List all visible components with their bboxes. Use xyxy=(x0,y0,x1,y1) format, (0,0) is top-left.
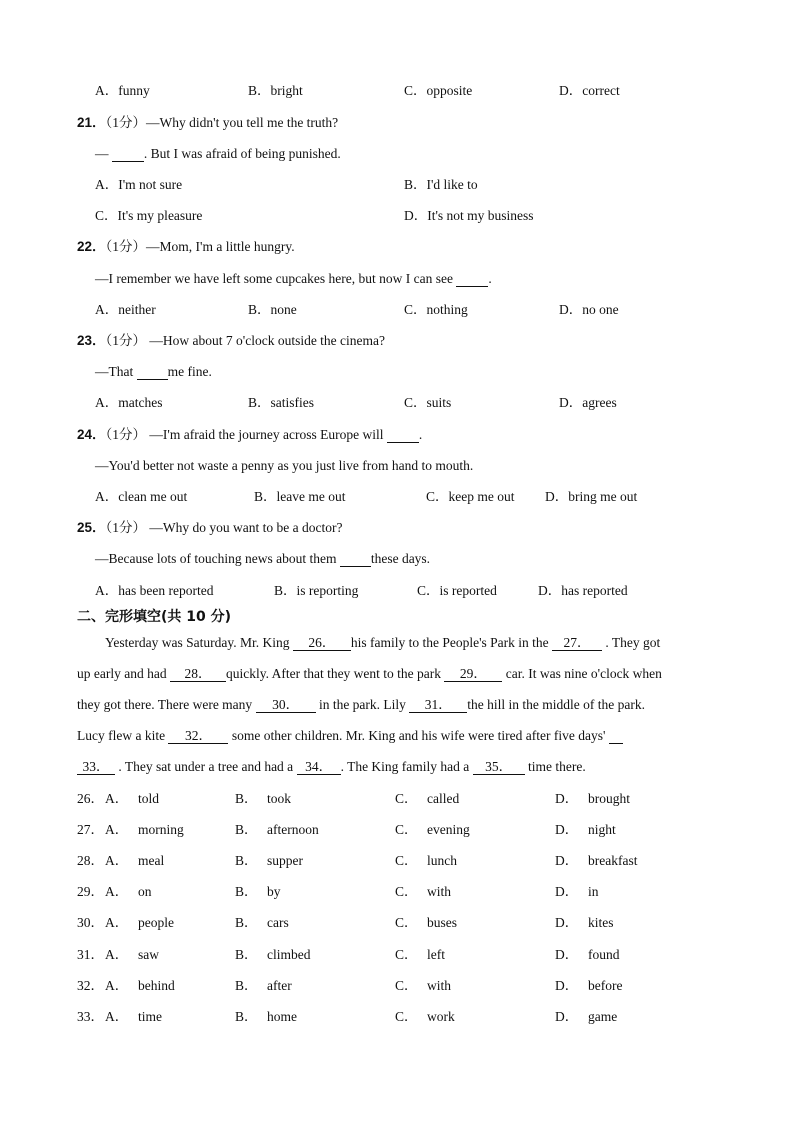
q22-response xyxy=(95,270,734,288)
blank-31[interactable]: 31． xyxy=(409,698,467,713)
option-d: found xyxy=(588,947,620,962)
blank-33[interactable]: 33． xyxy=(77,760,115,775)
response-text: —Because lots of touching news about them xyxy=(95,551,340,566)
option-letter: C． xyxy=(395,791,418,806)
option-b: cars xyxy=(267,915,289,930)
blank-35[interactable]: 35． xyxy=(473,760,525,775)
option-a: morning xyxy=(138,822,184,837)
response-text: . xyxy=(488,271,492,286)
option-letter: D． xyxy=(555,1009,579,1024)
blank-29[interactable]: 29． xyxy=(444,667,502,682)
q21-stem xyxy=(77,114,734,132)
option-c: left xyxy=(427,947,445,962)
option-c: lunch xyxy=(427,853,457,868)
q24-option-a: A．clean me out xyxy=(95,489,188,504)
option-letter: D． xyxy=(555,853,579,868)
q20-option-d: D．correct xyxy=(559,83,620,98)
q21-option-b: B．I'd like to xyxy=(404,177,478,192)
cloze-row xyxy=(77,1008,104,1026)
question-score: （1分） xyxy=(105,239,147,254)
q25-option-d: D．has reported xyxy=(538,583,628,598)
passage-text: his family to the People's Park in the xyxy=(350,635,553,650)
option-c: with xyxy=(427,884,452,899)
response-text: these days. xyxy=(370,551,431,566)
question-number: 22． xyxy=(77,239,106,254)
option-letter: D． xyxy=(555,791,579,806)
passage-text: . The King family had a xyxy=(340,759,473,774)
q22-stem xyxy=(77,238,734,256)
option-d: night xyxy=(588,822,616,837)
q24-stem xyxy=(77,426,734,444)
passage-text: they got there. There were many xyxy=(77,697,256,712)
passage-line-3 xyxy=(77,696,727,714)
option-a: people xyxy=(138,915,174,930)
option-letter: A． xyxy=(105,822,129,837)
option-letter: C． xyxy=(395,1009,418,1024)
question-score: （1分） xyxy=(105,427,147,442)
q22-option-c: C．nothing xyxy=(404,302,468,317)
passage-line-4 xyxy=(77,727,727,745)
answer-blank[interactable] xyxy=(340,552,371,567)
q21-response xyxy=(95,145,734,163)
option-d: game xyxy=(588,1009,618,1024)
option-b: took xyxy=(267,791,292,806)
option-a: told xyxy=(138,791,160,806)
option-letter: C． xyxy=(395,822,418,837)
option-b: afternoon xyxy=(267,822,319,837)
option-letter: C． xyxy=(395,884,418,899)
option-b: climbed xyxy=(267,947,311,962)
option-letter: B． xyxy=(235,791,258,806)
blank-34[interactable]: 34． xyxy=(297,760,341,775)
q21-option-d: D．It's not my business xyxy=(404,208,534,223)
q24-option-b: B．leave me out xyxy=(254,489,346,504)
option-c: buses xyxy=(427,915,457,930)
blank-28[interactable]: 28． xyxy=(170,667,226,682)
row-number: 27． xyxy=(77,822,104,837)
option-letter: A． xyxy=(105,853,129,868)
option-letter: B． xyxy=(235,978,258,993)
answer-blank[interactable] xyxy=(137,365,168,380)
option-c: with xyxy=(427,978,452,993)
question-number: 24． xyxy=(77,427,106,442)
passage-text: time there. xyxy=(524,759,586,774)
option-a: time xyxy=(138,1009,162,1024)
question-score: （1分） xyxy=(105,333,147,348)
q24-response: —You'd better not waste a penny as you just live from hand to mouth. xyxy=(95,458,474,473)
section-title: 二、完形填空(共 10 分) xyxy=(77,609,232,625)
option-letter: B． xyxy=(235,915,258,930)
blank-27[interactable]: 27． xyxy=(552,636,602,651)
row-number: 32． xyxy=(77,978,104,993)
passage-text: Yesterday was Saturday. Mr. King xyxy=(105,635,293,650)
response-text: . But I was afraid of being punished. xyxy=(143,146,341,161)
passage-text: car. It was nine o'clock when xyxy=(502,666,662,681)
option-letter: D． xyxy=(555,915,579,930)
question-score: （1分） xyxy=(105,520,147,535)
option-letter: D． xyxy=(555,978,579,993)
option-letter: B． xyxy=(235,822,258,837)
passage-text: Lucy flew a kite xyxy=(77,728,169,743)
row-number: 26． xyxy=(77,791,104,806)
question-text: —Why do you want to be a doctor? xyxy=(146,520,343,535)
option-a: behind xyxy=(138,978,175,993)
q22-option-d: D．no one xyxy=(559,302,619,317)
option-c: called xyxy=(427,791,460,806)
cloze-row xyxy=(77,883,104,901)
question-number: 23． xyxy=(77,333,106,348)
answer-blank[interactable] xyxy=(112,147,144,162)
blank-32[interactable]: 32． xyxy=(168,729,228,744)
passage-line-2 xyxy=(77,665,727,683)
question-text: —Mom, I'm a little hungry. xyxy=(146,239,295,254)
passage-text: some other children. Mr. King and his wife were tired after five days' xyxy=(228,728,609,743)
option-letter: C． xyxy=(395,978,418,993)
option-letter: C． xyxy=(395,947,418,962)
option-letter: D． xyxy=(555,947,579,962)
response-text: — xyxy=(95,146,112,161)
question-score: （1分） xyxy=(105,115,147,130)
option-letter: A． xyxy=(105,1009,129,1024)
row-number: 33． xyxy=(77,1009,104,1024)
option-letter: A． xyxy=(105,947,129,962)
blank-33-start[interactable] xyxy=(609,729,623,744)
option-b: home xyxy=(267,1009,297,1024)
option-d: brought xyxy=(588,791,630,806)
question-text: . xyxy=(418,427,423,442)
passage-line-1 xyxy=(105,634,755,652)
cloze-row xyxy=(77,946,104,964)
option-letter: C． xyxy=(395,915,418,930)
q23-option-b: B．satisfies xyxy=(248,395,314,410)
option-a: saw xyxy=(138,947,159,962)
question-text: —How about 7 o'clock outside the cinema? xyxy=(146,333,386,348)
q23-response xyxy=(95,363,734,381)
option-d: in xyxy=(588,884,599,899)
blank-26[interactable]: 26． xyxy=(293,636,351,651)
option-letter: A． xyxy=(105,884,129,899)
option-letter: A． xyxy=(105,915,129,930)
q20-option-b: B．bright xyxy=(248,83,303,98)
q23-option-c: C．suits xyxy=(404,395,452,410)
passage-line-5 xyxy=(77,758,727,776)
option-a: meal xyxy=(138,853,165,868)
blank-30[interactable]: 30． xyxy=(256,698,316,713)
option-b: after xyxy=(267,978,292,993)
row-number: 31． xyxy=(77,947,104,962)
option-b: supper xyxy=(267,853,303,868)
passage-text: . They sat under a tree and had a xyxy=(115,759,297,774)
response-text: —That xyxy=(95,364,137,379)
option-letter: B． xyxy=(235,947,258,962)
answer-blank[interactable] xyxy=(387,428,419,443)
passage-text: in the park. Lily xyxy=(315,697,410,712)
q25-stem xyxy=(77,519,734,537)
option-letter: D． xyxy=(555,884,579,899)
option-b: by xyxy=(267,884,281,899)
response-text: me fine. xyxy=(167,364,212,379)
q23-stem xyxy=(77,332,734,350)
q25-response xyxy=(95,550,734,568)
cloze-row xyxy=(77,821,104,839)
q22-option-a: A．neither xyxy=(95,302,156,317)
passage-text: the hill in the middle of the park. xyxy=(467,697,646,712)
q25-option-b: B．is reporting xyxy=(274,583,359,598)
option-letter: D． xyxy=(555,822,579,837)
option-c: evening xyxy=(427,822,470,837)
question-text: —I'm afraid the journey across Europe will xyxy=(146,427,387,442)
option-d: before xyxy=(588,978,623,993)
cloze-row xyxy=(77,977,104,995)
response-text: —I remember we have left some cupcakes here, but now I can see xyxy=(95,271,457,286)
cloze-row xyxy=(77,914,104,932)
q25-option-a: A．has been reported xyxy=(95,583,214,598)
q20-option-c: C．opposite xyxy=(404,83,473,98)
q23-option-a: A．matches xyxy=(95,395,163,410)
passage-text: quickly. After that they went to the park xyxy=(225,666,445,681)
q21-option-a: A．I'm not sure xyxy=(95,177,183,192)
q21-option-c: C．It's my pleasure xyxy=(95,208,203,223)
option-letter: C． xyxy=(395,853,418,868)
answer-blank[interactable] xyxy=(456,272,488,287)
cloze-row xyxy=(77,790,104,808)
option-letter: A． xyxy=(105,978,129,993)
option-letter: A． xyxy=(105,791,129,806)
row-number: 28． xyxy=(77,853,104,868)
row-number: 29． xyxy=(77,884,104,899)
option-c: work xyxy=(427,1009,455,1024)
question-text: —Why didn't you tell me the truth? xyxy=(146,115,339,130)
row-number: 30． xyxy=(77,915,104,930)
q23-option-d: D．agrees xyxy=(559,395,617,410)
q24-option-d: D．bring me out xyxy=(545,489,638,504)
cloze-row xyxy=(77,852,104,870)
option-d: breakfast xyxy=(588,853,638,868)
option-d: kites xyxy=(588,915,614,930)
option-letter: B． xyxy=(235,1009,258,1024)
q24-option-c: C．keep me out xyxy=(426,489,515,504)
passage-text: . They got xyxy=(602,635,661,650)
q22-option-b: B．none xyxy=(248,302,297,317)
q25-option-c: C．is reported xyxy=(417,583,497,598)
question-number: 25． xyxy=(77,520,106,535)
q20-option-a: A．funny xyxy=(95,83,150,98)
option-letter: B． xyxy=(235,884,258,899)
passage-text: up early and had xyxy=(77,666,170,681)
option-a: on xyxy=(138,884,152,899)
option-letter: B． xyxy=(235,853,258,868)
question-number: 21． xyxy=(77,115,106,130)
